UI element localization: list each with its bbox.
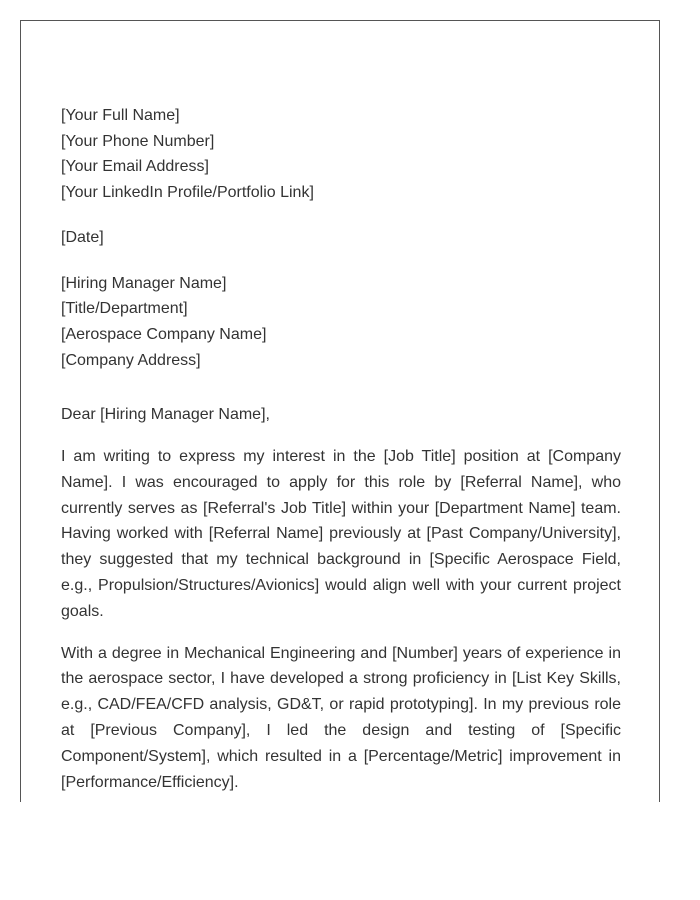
recipient-title: [Title/Department] [61, 300, 188, 318]
sender-email: [Your Email Address] [61, 158, 209, 176]
letter-page [20, 20, 660, 802]
salutation [61, 402, 621, 428]
letter-body [61, 103, 621, 795]
paragraph-referral: I am writing to express my interest in the [Job Title] position at [Company Name]. I was encouraged to apply for this role by [Referral Name], who currently serves as [Referral's Job Title] within your [Department Name] team. Having worked with [Referral Name] previously at [Past Company/University], they suggested that my technical background in [Specific Aerospace Field, e.g., Propulsion/Structures/Avionics] would align well with your current project goals. [61, 448, 621, 620]
sender-name: [Your Full Name] [61, 107, 180, 124]
recipient-address: [Company Address] [61, 351, 201, 369]
recipient-name: [Hiring Manager Name] [61, 274, 227, 292]
sender-block [61, 103, 621, 206]
sender-phone: [Your Phone Number] [61, 132, 215, 150]
recipient-block [61, 271, 621, 374]
recipient-company: [Aerospace Company Name] [61, 325, 267, 343]
letter-date: [Date] [61, 228, 104, 246]
paragraph-experience: With a degree in Mechanical Engineering and [Number] years of experience in the aerospace sector, I have developed a strong proficiency in [List Key Skills, e.g., CAD/FEA/CFD analysis, GD&T, or rapid prototyping]. In my previous role at [Previous Company], I led the design and testing of [Specific Component/System], which resulted in a [Percentage/Metric] improvement in [Performance/Efficiency]. [61, 644, 621, 791]
sender-link: [Your LinkedIn Profile/Portfolio Link] [61, 184, 314, 202]
salutation-text: Dear [Hiring Manager Name], [61, 406, 270, 424]
date-block [61, 225, 621, 251]
